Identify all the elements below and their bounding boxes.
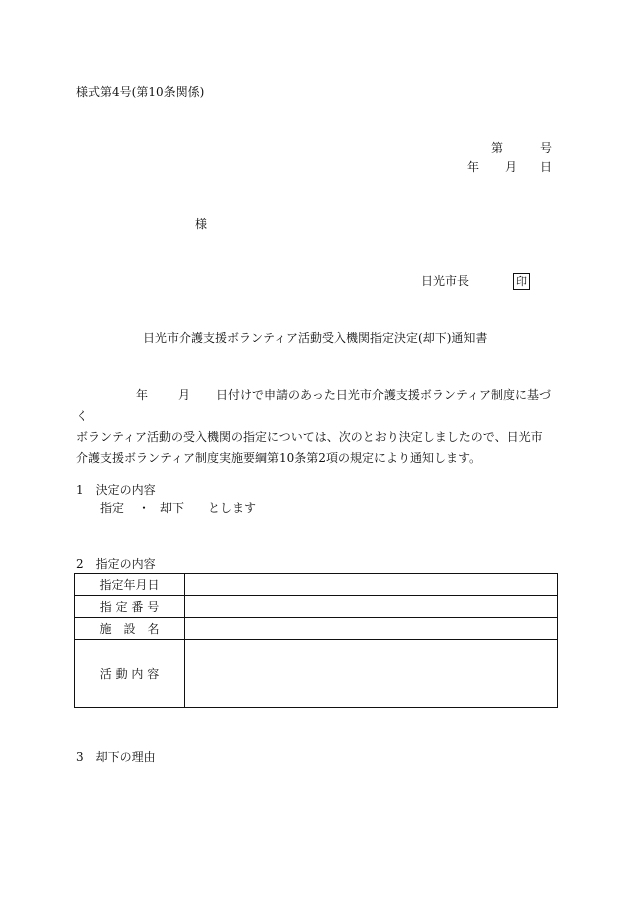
intro-year: 年 (136, 388, 149, 402)
row-value-designation-date (185, 574, 558, 596)
date-month: 月 (505, 160, 518, 174)
form-number: 様式第4号(第10条関係) (76, 85, 205, 99)
section1-heading: 1 決定の内容 (76, 483, 156, 497)
row-value-facility-name (185, 618, 558, 640)
issuer-title: 日光市長 (421, 274, 470, 288)
table-row (75, 618, 558, 640)
row-value-activity-content (185, 640, 558, 708)
row-label-designation-number: 指 定 番 号 (75, 596, 185, 618)
intro-text-line1: 日付けで申請のあった日光市介護支援ボランティア制度に基づく (76, 388, 551, 423)
addressee-suffix: 様 (195, 217, 208, 231)
intro-month: 月 (178, 388, 191, 402)
row-value-designation-number (185, 596, 558, 618)
table-row (75, 596, 558, 618)
date-day: 日 (540, 160, 553, 174)
table-row (75, 574, 558, 596)
doc-number-go: 号 (540, 141, 553, 155)
intro-text-rest: ボランティア活動の受入機関の指定については、次のとおり決定しましたので、日光市介護支援ボランティア制度実施要綱第10条第2項の規定により通知します。 (76, 430, 543, 465)
doc-number-dai: 第 (491, 141, 504, 155)
row-label-designation-date: 指定年月日 (75, 574, 185, 596)
decision-option-designate: 指定 (100, 501, 125, 515)
table-row (75, 640, 558, 708)
row-label-activity-content: 活 動 内 容 (75, 640, 185, 708)
designation-table (74, 573, 558, 708)
decision-separator: ・ (138, 501, 151, 515)
section3-heading: 3 却下の理由 (76, 750, 156, 764)
intro-paragraph (76, 385, 554, 469)
document-title: 日光市介護支援ボランティア活動受入機関指定決定(却下)通知書 (143, 331, 488, 345)
section2-heading: 2 指定の内容 (76, 557, 156, 571)
seal-mark: 印 (513, 273, 530, 290)
decision-option-reject: 却下 (160, 501, 185, 515)
row-label-facility-name: 施 設 名 (75, 618, 185, 640)
decision-suffix: とします (208, 501, 257, 515)
date-year: 年 (467, 160, 480, 174)
